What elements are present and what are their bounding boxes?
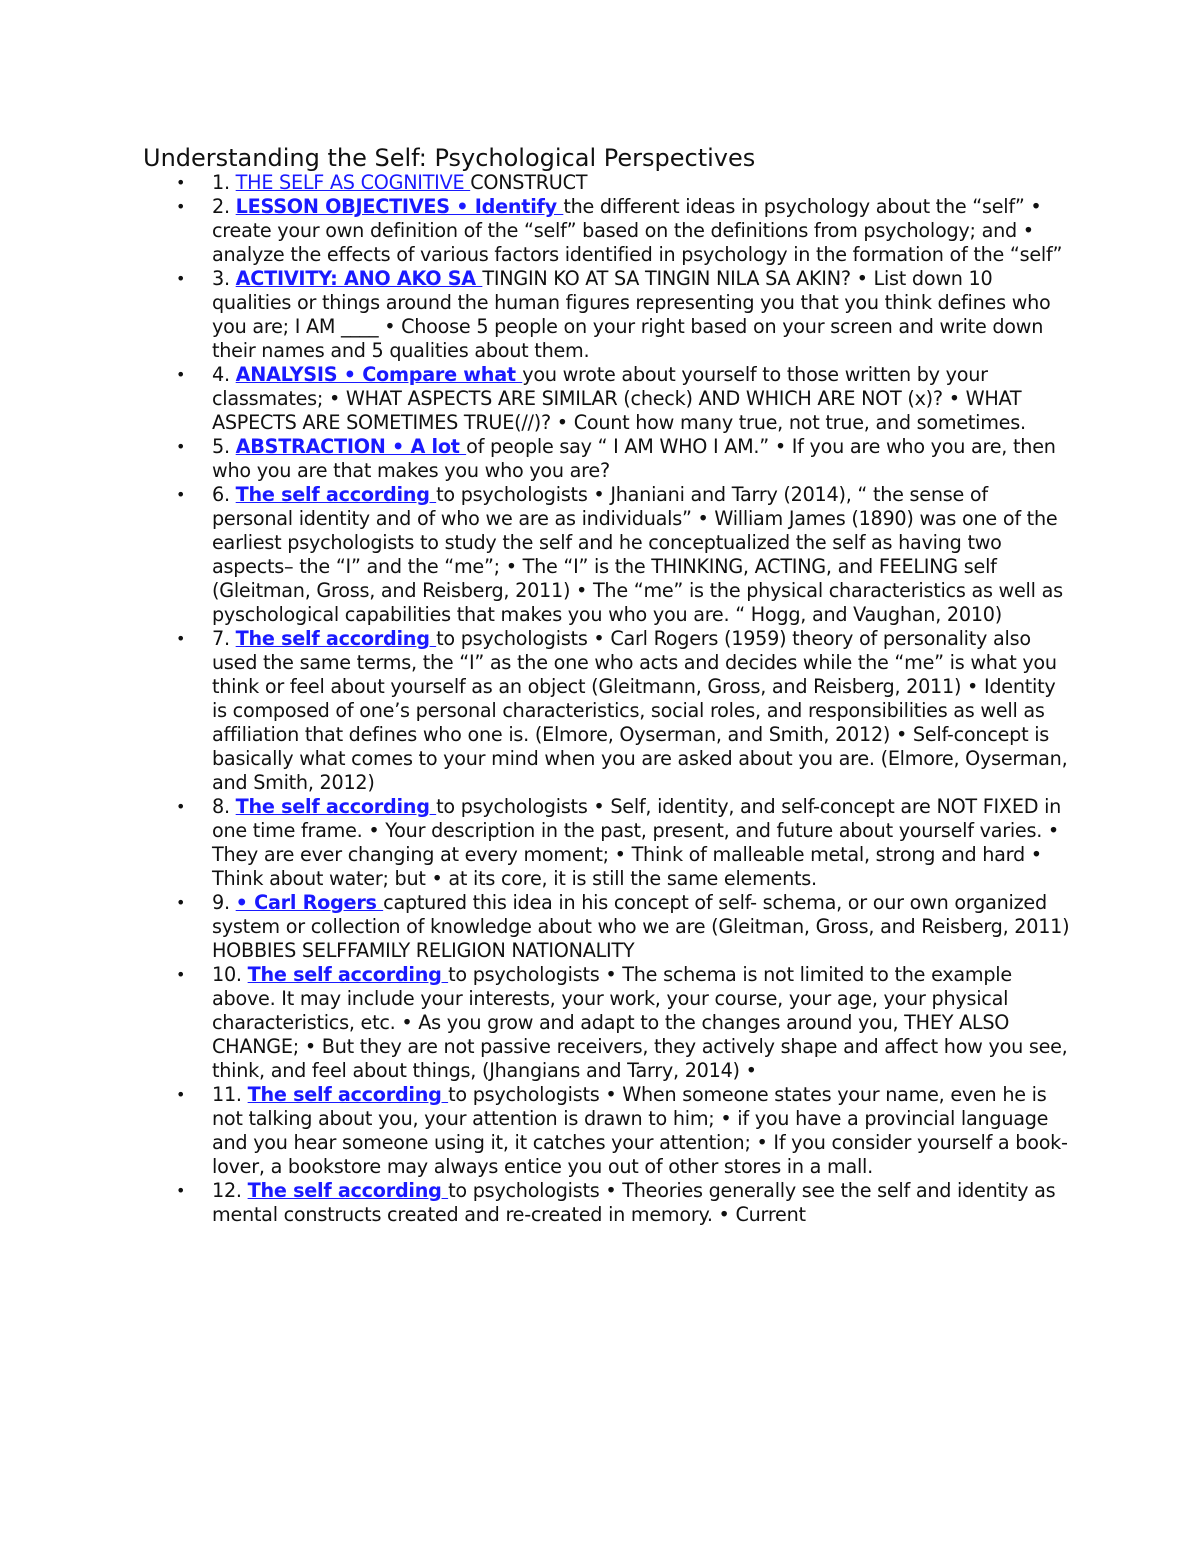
list-item [0, 1179, 1072, 1227]
list-item [0, 195, 1072, 267]
item-number: 2. [212, 195, 230, 218]
item-link[interactable]: The self according [247, 1083, 449, 1106]
list-item [0, 891, 1072, 963]
item-list [0, 171, 1200, 1227]
item-link[interactable]: • Carl Rogers [235, 891, 384, 914]
bullet-icon: • [176, 629, 186, 648]
item-text: CONSTRUCT [470, 171, 588, 194]
item-link[interactable]: The self according [235, 627, 437, 650]
list-item [0, 963, 1072, 1083]
bullet-icon: • [176, 1085, 186, 1104]
list-item [0, 483, 1072, 627]
list-item [0, 795, 1072, 891]
list-item [0, 363, 1072, 435]
bullet-icon: • [176, 965, 186, 984]
item-link[interactable]: LESSON OBJECTIVES • Identify [235, 195, 564, 218]
bullet-icon: • [176, 173, 186, 192]
item-number: 8. [212, 795, 230, 818]
list-item [0, 1083, 1072, 1179]
item-link[interactable]: The self according [247, 963, 449, 986]
item-number: 9. [212, 891, 230, 914]
item-link[interactable]: ANALYSIS • Compare what [235, 363, 523, 386]
bullet-icon: • [176, 365, 186, 384]
item-number: 11. [212, 1083, 242, 1106]
item-text: TINGIN KO AT SA TINGIN NILA SA AKIN? • List down 10 qualities or things around the human figures representing you that you think defines who you are; I AM ____ • Choose 5 people on your right based on your screen and write down their names and 5 qualities about them. [212, 267, 1051, 362]
item-number: 7. [212, 627, 230, 650]
item-link[interactable]: ACTIVITY: ANO AKO SA [235, 267, 483, 290]
item-number: 1. [212, 171, 230, 194]
item-link[interactable]: The self according [235, 483, 437, 506]
item-text: you wrote about yourself to those written by your classmates; • WHAT ASPECTS ARE SIMILAR (check) AND WHICH ARE NOT (x)? • WHAT ASPECTS ARE SOMETIMES TRUE(//)? • Count how many true, not true, and sometimes. [212, 363, 1026, 434]
bullet-icon: • [176, 1181, 186, 1200]
item-text: to psychologists • Jhaniani and Tarry (2014), “ the sense of personal identity and of who we are as individuals” • William James (1890) was one of the earliest psychologists to study the self and he conceptualized the self as having two aspects– the “I” and the “me”; • The “I” is the THINKING, ACTING, and FEELING self (Gleitman, Gross, and Reisberg, 2011) • The “me” is the physical characteristics as well as pyschological capabilities that makes you who you are. “ Hogg, and Vaughan, 2010) [212, 483, 1063, 626]
item-number: 3. [212, 267, 230, 290]
item-text: to psychologists • Carl Rogers (1959) theory of personality also used the same terms, the “I” as the one who acts and decides while the “me” is what you think or feel about yourself as an object (Gleitmann, Gross, and Reisberg, 2011) • Identity is composed of one’s personal characteristics, social roles, and responsibilities as well as affiliation that defines who one is. (Elmore, Oyserman, and Smith, 2012) • Self-concept is basically what comes to your mind when you are asked about you are. (Elmore, Oyserman, and Smith, 2012) [212, 627, 1068, 794]
item-number: 12. [212, 1179, 242, 1202]
list-item [0, 435, 1072, 483]
item-link[interactable]: The self according [235, 795, 437, 818]
item-link[interactable]: THE SELF AS COGNITIVE [235, 171, 471, 194]
bullet-icon: • [176, 437, 186, 456]
item-number: 10. [212, 963, 242, 986]
item-text: the different ideas in psychology about the “self” • create your own definition of the “self” based on the definitions from psychology; and • analyze the effects of various factors identified in psychology in the formation of the “self” [212, 195, 1063, 266]
bullet-icon: • [176, 893, 186, 912]
item-number: 4. [212, 363, 230, 386]
bullet-icon: • [176, 485, 186, 504]
bullet-icon: • [176, 269, 186, 288]
item-link[interactable]: The self according [247, 1179, 449, 1202]
bullet-icon: • [176, 197, 186, 216]
item-link[interactable]: ABSTRACTION • A lot [235, 435, 467, 458]
list-item [0, 267, 1072, 363]
bullet-icon: • [176, 797, 186, 816]
item-text: captured this idea in his concept of self- schema, or our own organized system or collection of knowledge about who we are (Gleitman, Gross, and Reisberg, 2011) HOBBIES SELFFAMILY RELIGION NATIONALITY [212, 891, 1070, 962]
item-text: to psychologists • The schema is not limited to the example above. It may include your interests, your work, your course, your age, your physical characteristics, etc. • As you grow and adapt to the changes around you, THEY ALSO CHANGE; • But they are not passive receivers, they actively shape and affect how you see, think, and feel about things, (Jhangians and Tarry, 2014) • [212, 963, 1068, 1082]
item-number: 5. [212, 435, 230, 458]
item-text: to psychologists • Theories generally see the self and identity as mental constructs created and re-created in memory. • Current [212, 1179, 1056, 1226]
item-text: to psychologists • Self, identity, and self-concept are NOT FIXED in one time frame. • Your description in the past, present, and future about yourself varies. • They are ever changing at every moment; • Think of malleable metal, strong and hard • Think about water; but • at its core, it is still the same elements. [212, 795, 1062, 890]
list-item [0, 171, 1072, 195]
list-item [0, 627, 1072, 795]
item-number: 6. [212, 483, 230, 506]
item-text: to psychologists • When someone states your name, even he is not talking about you, your attention is drawn to him; • if you have a provincial language and you hear someone using it, it catches your attention; • If you consider yourself a book-lover, a bookstore may always entice you out of other stores in a mall. [212, 1083, 1068, 1178]
page-title: Understanding the Self: Psychological Perspectives [143, 144, 756, 172]
item-text: of people say “ I AM WHO I AM.” • If you are who you are, then who you are that makes you who you are? [212, 435, 1056, 482]
